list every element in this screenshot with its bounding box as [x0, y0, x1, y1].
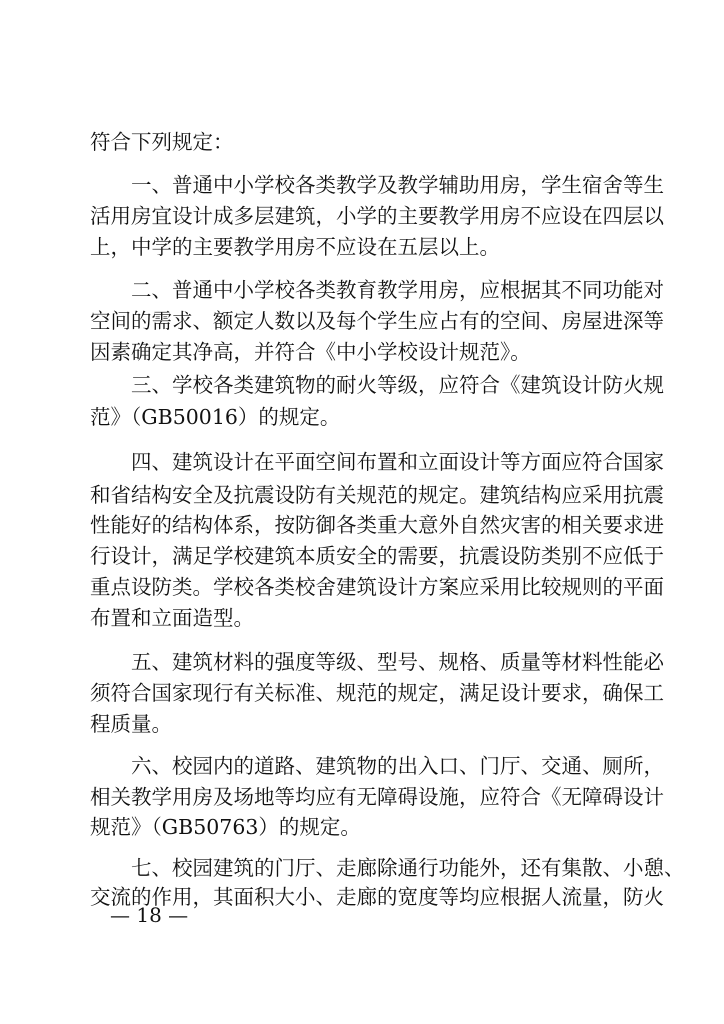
paragraph-1-line: 一、普通中小学校各类教学及教学辅助用房，学生宿舍等生	[131, 173, 664, 197]
paragraph-5-line: 程质量。	[90, 712, 172, 736]
paragraph-4-line: 行设计，满足学校建筑本质安全的需要，抗震设防类别不应低于	[90, 544, 664, 568]
paragraph-4-line: 四、建筑设计在平面空间布置和立面设计等方面应符合国家	[131, 450, 664, 474]
paragraph-6-line: 相关教学用房及场地等均应有无障碍设施，应符合《无障碍设计	[90, 785, 664, 809]
paragraph-6-line: 六、校园内的道路、建筑物的出入口、门厅、交通、厕所，	[131, 754, 664, 778]
paragraph-4-line: 和省结构安全及抗震设防有关规范的规定。建筑结构应采用抗震	[90, 483, 664, 507]
paragraph-6-line: 规范》（GB50763）的规定。	[90, 815, 361, 839]
text-line: 符合下列规定：	[90, 130, 234, 154]
paragraph-1-line: 活用房宜设计成多层建筑，小学的主要教学用房不应设在四层以	[90, 204, 664, 228]
paragraph-2-line: 空间的需求、额定人数以及每个学生应占有的空间、房屋进深等	[90, 309, 664, 333]
paragraph-1-line: 上，中学的主要教学用房不应设在五层以上。	[90, 235, 500, 259]
paragraph-4-line: 布置和立面造型。	[90, 606, 254, 630]
paragraph-7-line: 交流的作用，其面积大小、走廊的宽度等均应根据人流量，防火	[90, 885, 664, 909]
paragraph-5-line: 须符合国家现行有关标准、规范的规定，满足设计要求，确保工	[90, 681, 664, 705]
paragraph-5-line: 五、建筑材料的强度等级、型号、规格、质量等材料性能必	[131, 650, 664, 674]
paragraph-3-line: 三、学校各类建筑物的耐火等级，应符合《建筑设计防火规	[131, 373, 664, 397]
paragraph-4-line: 性能好的结构体系，按防御各类重大意外自然灾害的相关要求进	[90, 513, 664, 537]
paragraph-3-line: 范》（GB50016）的规定。	[90, 405, 341, 429]
paragraph-2-line: 二、普通中小学校各类教育教学用房，应根据其不同功能对	[131, 278, 664, 302]
paragraph-4-line: 重点设防类。学校各类校舍建筑设计方案应采用比较规则的平面	[90, 575, 664, 599]
paragraph-7-line: 七、校园建筑的门厅、走廊除通行功能外，还有集散、小憩、	[131, 856, 685, 880]
paragraph-2-line: 因素确定其净高，并符合《中小学校设计规范》。	[90, 340, 531, 364]
page-number: — 18 —	[110, 903, 189, 927]
